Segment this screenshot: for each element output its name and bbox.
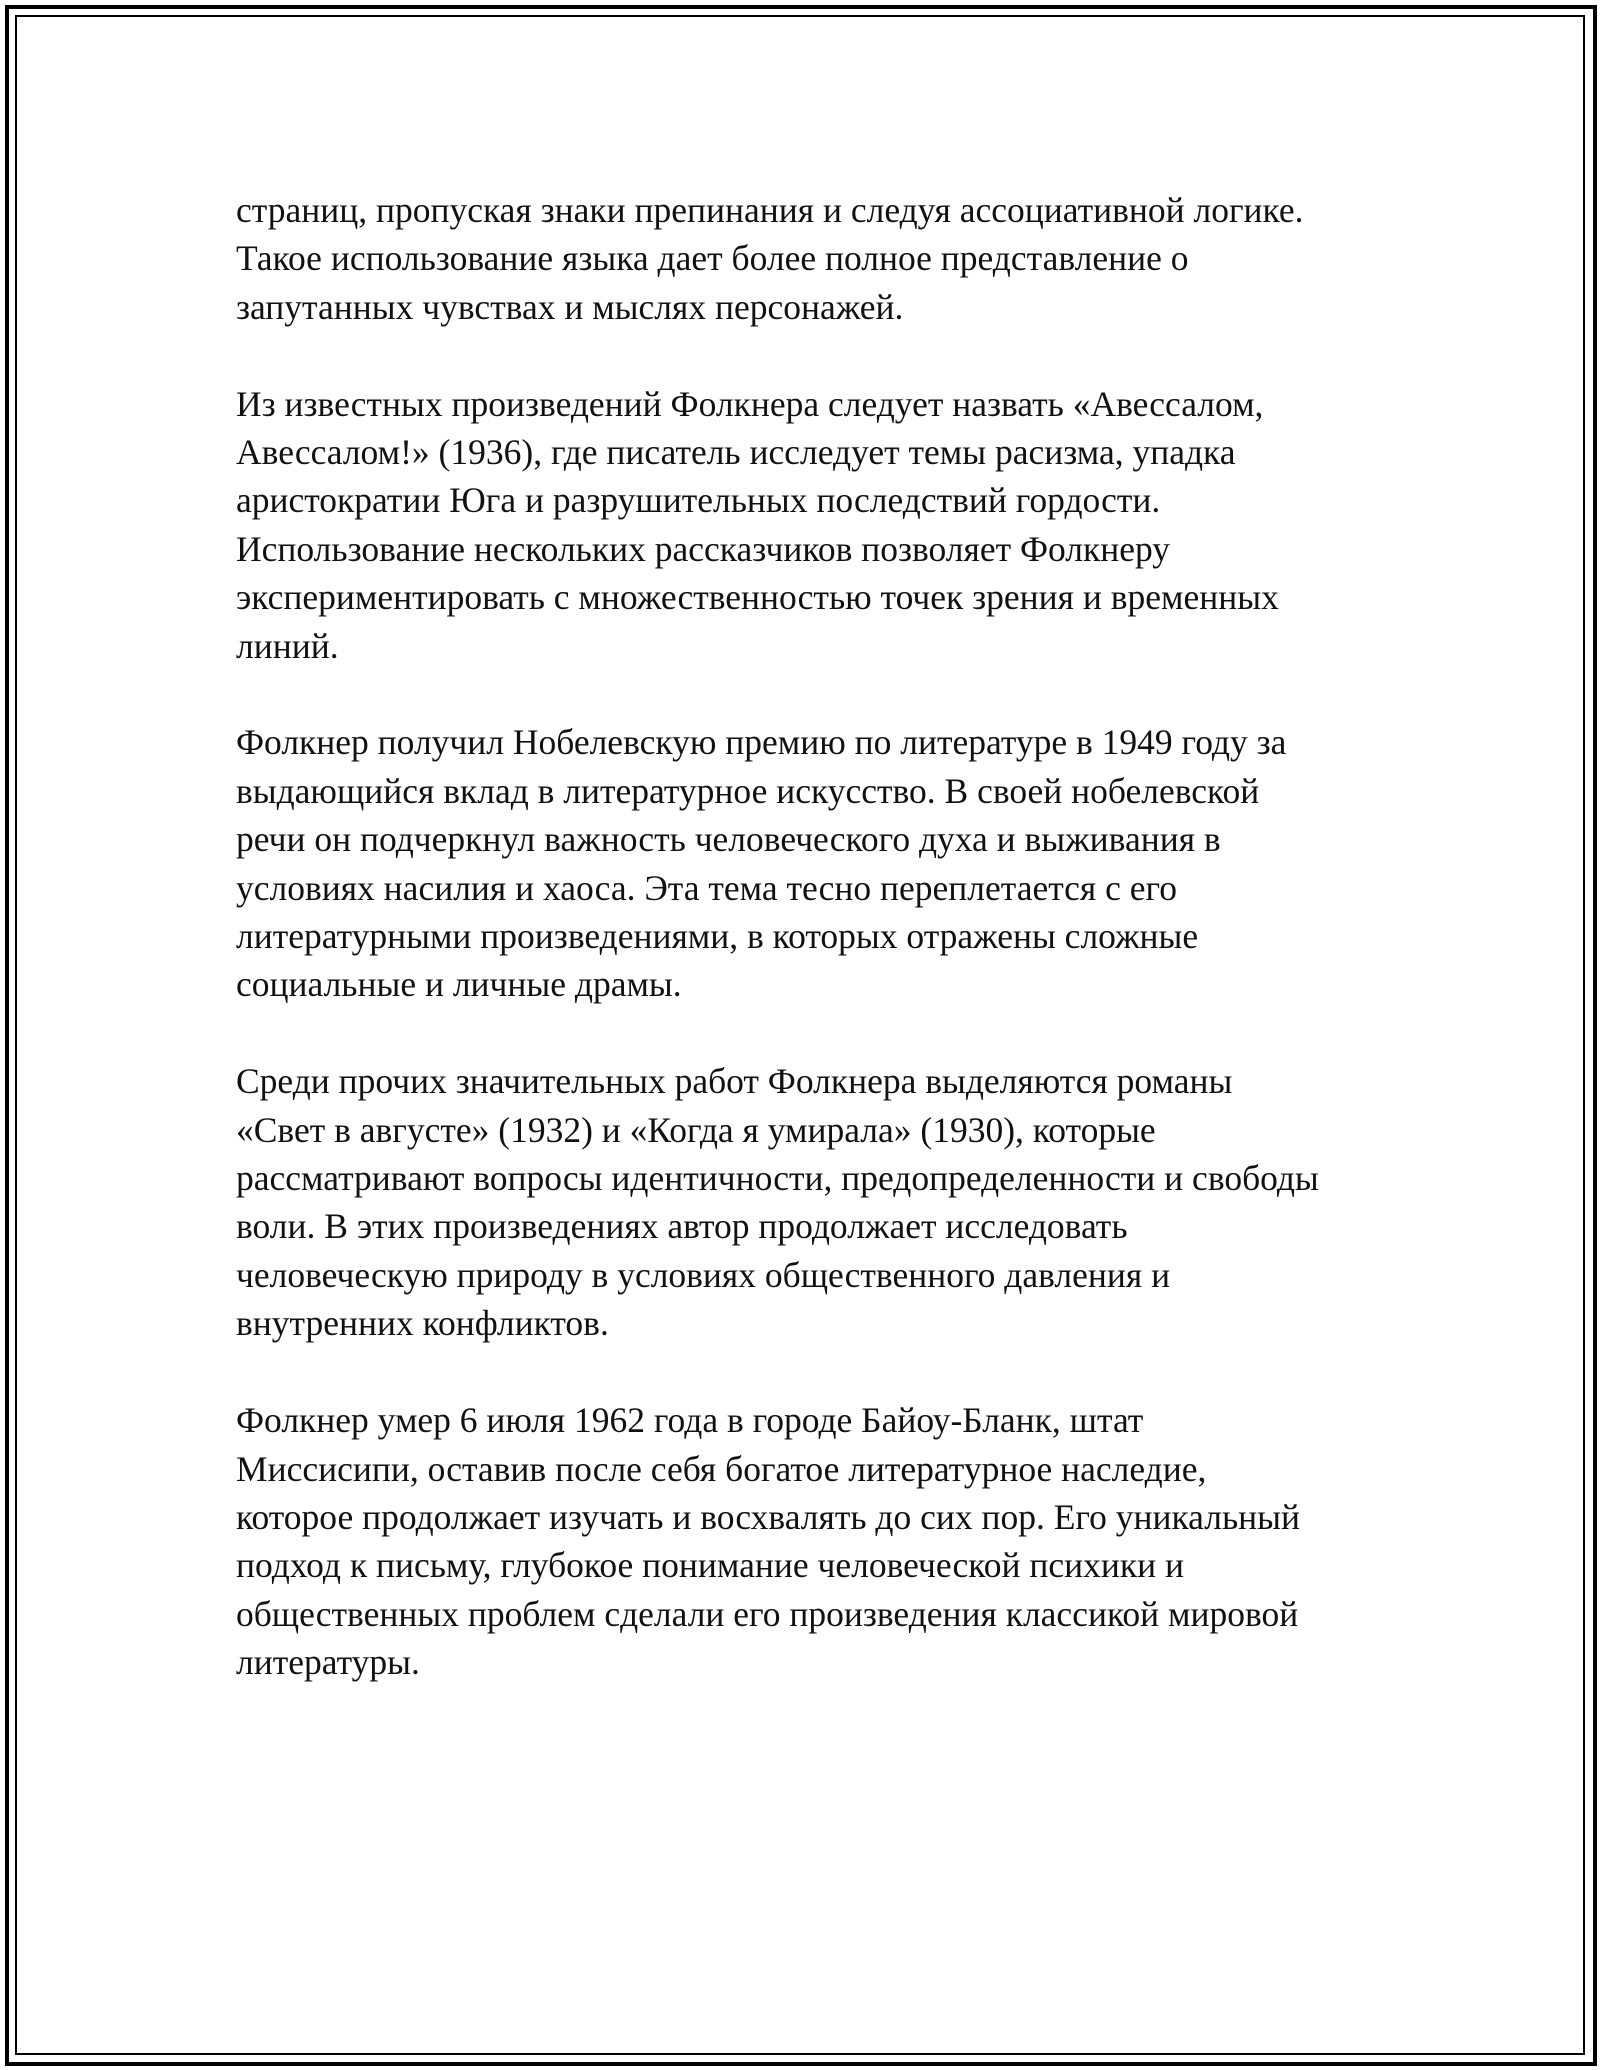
paragraph-5 (236, 1396, 1376, 1686)
text-line: линий. (236, 625, 339, 666)
text-line: социальные и личные драмы. (236, 964, 682, 1005)
text-line: выдающийся вклад в литературное искусство. В своей нобелевской (236, 770, 1260, 811)
paragraph-1 (236, 186, 1376, 331)
text-line: аристократии Юга и разрушительных последствий гордости. (236, 480, 1161, 521)
text-line: речи он подчеркнул важность человеческого духа и выживания в (236, 819, 1221, 860)
text-line: запутанных чувствах и мыслях персонажей. (236, 286, 904, 327)
text-line: человеческую природу в условиях общественного давления и (236, 1254, 1171, 1295)
text-line: общественных проблем сделали его произведения классикой мировой (236, 1593, 1299, 1634)
paragraph-2 (236, 380, 1376, 670)
text-line: экспериментировать с множественностью точек зрения и временных (236, 577, 1279, 618)
text-line: Среди прочих значительных работ Фолкнера выделяются романы (236, 1061, 1233, 1102)
text-line: литературы. (236, 1642, 420, 1683)
text-line: внутренних конфликтов. (236, 1303, 609, 1344)
text-line: Использование нескольких рассказчиков позволяет Фолкнеру (236, 528, 1171, 569)
text-line: которое продолжает изучать и восхвалять до сих пор. Его уникальный (236, 1496, 1300, 1537)
text-line: страниц, пропуская знаки препинания и следуя ассоциативной логике. (236, 190, 1304, 230)
text-line: подход к письму, глубокое понимание человеческой психики и (236, 1545, 1184, 1586)
paragraph-3 (236, 718, 1376, 1008)
text-line: Авессалом!» (1936), где писатель исследует темы расизма, упадка (236, 432, 1236, 473)
text-line: Фолкнер умер 6 июля 1962 года в городе Байоу-Бланк, штат (236, 1400, 1144, 1441)
text-line: рассматривают вопросы идентичности, предопределенности и свободы (236, 1158, 1319, 1199)
text-line: Из известных произведений Фолкнера следует назвать «Авессалом, (236, 383, 1264, 424)
text-line: «Свет в августе» (1932) и «Когда я умирала» (1930), которые (236, 1109, 1156, 1150)
text-line: Такое использование языка дает более полное представление о (236, 238, 1189, 279)
text-line: воли. В этих произведениях автор продолжает исследовать (236, 1206, 1128, 1247)
text-line: Миссисипи, оставив после себя богатое литературное наследие, (236, 1448, 1207, 1489)
text-line: Фолкнер получил Нобелевскую премию по литературе в 1949 году за (236, 722, 1287, 763)
text-line: литературными произведениями, в которых отражены сложные (236, 916, 1199, 957)
paragraph-4 (236, 1057, 1376, 1347)
document-body (236, 186, 1376, 1735)
text-line: условиях насилия и хаоса. Эта тема тесно переплетается с его (236, 867, 1177, 908)
